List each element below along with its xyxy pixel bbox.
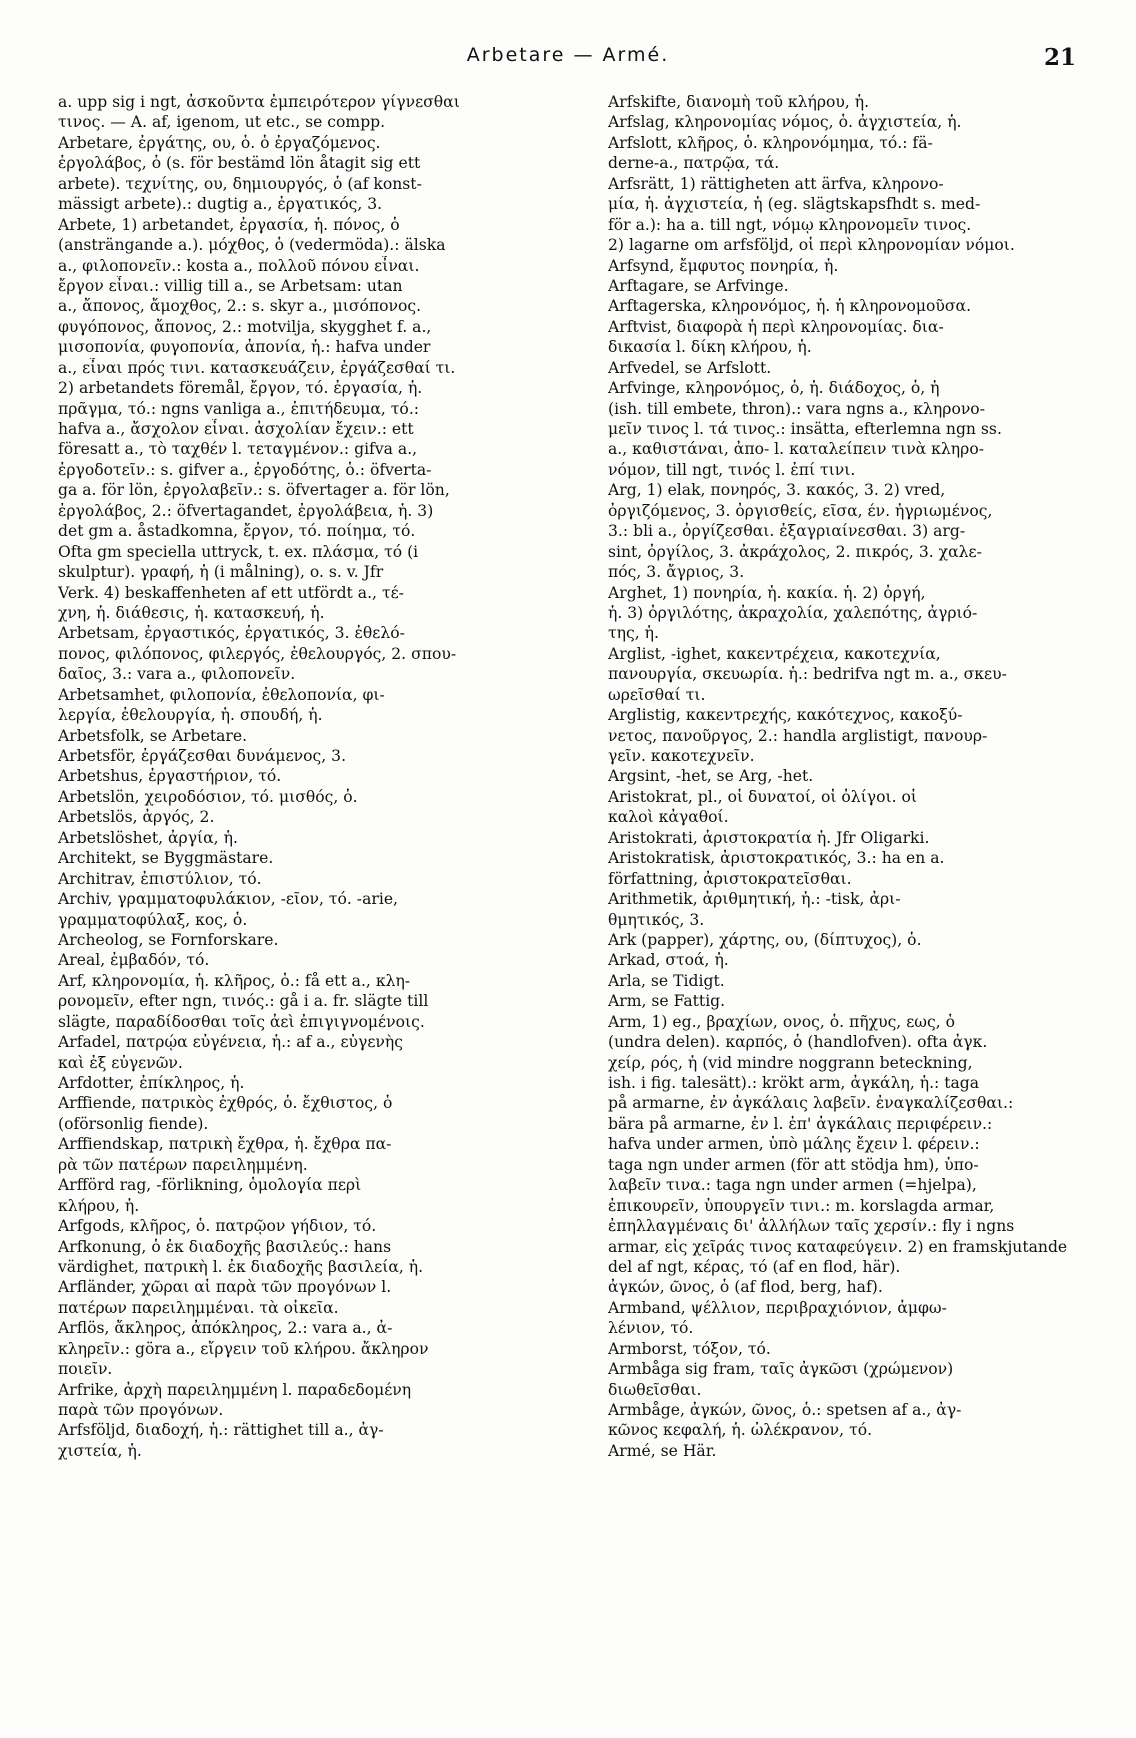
dictionary-line: bära på armarne, ἐν l. ἐπ' ἀγκάλαις περιφέρειν.: [608,1114,993,1133]
dictionary-line: Arbetsam, ἐργαστικός, ἐργατικός, 3. ἐθελό- [58,624,405,643]
dictionary-line: μία, ἡ. ἀγχιστεία, ἡ (eg. slägtskapsfhdt s. med- [608,195,981,214]
dictionary-line: Arm, se Fattig. [608,992,726,1011]
dictionary-line: Arbetslös, ἀργός, 2. [58,808,215,827]
dictionary-line: Arbetare, ἐργάτης, ου, ὁ. ὁ ἐργαζόμενος. [58,133,381,152]
dictionary-line: Arfsföljd, διαδοχή, ἡ.: rättighet till a., ἀγ- [58,1421,384,1440]
dictionary-line: Areal, ἐμβαδόν, τό. [58,951,210,970]
left-column [58,92,563,1461]
dictionary-line: Arftagare, se Arfvinge. [608,276,789,295]
dictionary-line: hafva a., ἄσχολον εἶναι. ἀσχολίαν ἔχειν.: ett [58,420,414,438]
dictionary-line: μισοπονία, φυγοπονία, ἀπονία, ἡ.: hafva under [58,338,431,357]
dictionary-line: Arfdotter, ἐπίκληρος, ἡ. [58,1074,245,1092]
dictionary-line: (ish. till embete, thron).: vara ngns a., κληρονο- [608,399,985,418]
dictionary-line: Arflös, ἄκληρος, ἀπόκληρος, 2.: vara a., ἀ- [58,1319,393,1338]
dictionary-line: δαῖος, 3.: vara a., φιλοπονεῖν. [58,665,296,684]
dictionary-line: a., καθιστάναι, ἀπο- l. καταλείπειν τινὰ κληρο- [608,440,984,459]
dictionary-line: κῶνος κεφαλή, ἡ. ὠλέκρανον, τό. [608,1421,873,1440]
dictionary-line: Arbetsför, ἐργάζεσθαι δυνάμενος, 3. [58,747,347,765]
dictionary-line: χείρ, ρός, ἡ (vid mindre noggrann beteckning, [608,1053,973,1072]
dictionary-line: πανουργία, σκευωρία. ἡ.: bedrifva ngt m. a., σκευ- [608,665,1007,684]
dictionary-line: armar, εἰς χεῖράς τινος καταφεύγειν. 2) en framskjutande [608,1237,1068,1256]
dictionary-line: Arithmetik, ἀριθμητική, ἡ.: -tisk, ἀρι- [608,890,901,909]
dictionary-line: μεῖν τινος l. τά τινος.: insätta, efterlemna ngn ss. [608,420,1002,438]
running-head: Arbetare — Armé. [466,44,670,66]
dictionary-line: τινος. — A. af, igenom, ut etc., se compp. [58,113,386,132]
dictionary-line: ish. i fig. talesätt).: krökt arm, ἀγκάλη, ἡ.: taga [608,1074,980,1092]
dictionary-line: Arkad, στοά, ἡ. [608,951,729,970]
dictionary-line: sint, ὀργίλος, 3. ἀκράχολος, 2. πικρός, 3. χαλε- [608,542,982,561]
dictionary-line: Armband, ψέλλιον, περιβραχιόνιον, ἀμφω- [608,1298,947,1317]
dictionary-line: Arla, se Tidigt. [608,971,725,990]
dictionary-line: πρᾶγμα, τό.: ngns vanliga a., ἐπιτήδευμα, τό.: [58,399,420,418]
dictionary-line: på armarne, ἐν ἀγκάλαις λαβεῖν. ἐναγκαλίζεσθαι.: [608,1094,1014,1113]
dictionary-line: Aristokratisk, ἀριστοκρατικός, 3.: ha en a. [608,849,945,868]
dictionary-line: Arbetsamhet, φιλοπονία, ἐθελοπονία, φι- [58,685,385,704]
dictionary-line: Arffiendskap, πατρικὴ ἔχθρα, ἡ. ἔχθρα πα- [58,1135,392,1154]
dictionary-line: νετος, πανοῦργος, 2.: handla arglistigt, πανουρ- [608,726,988,745]
dictionary-line: χιστεία, ἡ. [58,1441,142,1460]
dictionary-line: ποιεῖν. [58,1360,113,1379]
dictionary-line: πός, 3. ἄγριος, 3. [608,563,745,582]
dictionary-line: πατέρων παρειλημμέναι. τὰ οἰκεῖα. [58,1298,339,1317]
dictionary-line: Arfskifte, διανομὴ τοῦ κλήρου, ἡ. [608,93,870,111]
dictionary-line: γραμματοφύλαξ, κος, ὁ. [58,910,248,929]
dictionary-line: Arfslag, κληρονομίας νόμος, ὁ. ἀγχιστεία, ἡ. [608,113,962,132]
dictionary-line: ἐργολάβος, 2.: öfvertagandet, ἐργολάβεια, ἡ. 3) [58,501,434,520]
dictionary-line: ἐπικουρεῖν, ὑπουργεῖν τινι.: m. korslagda armar, [608,1196,995,1215]
dictionary-line: ἐργολάβος, ὁ (s. för bestämd lön åtagit sig ett [58,154,421,173]
dictionary-line: Arfsynd, ἔμφυτος πονηρία, ἡ. [608,256,839,275]
dictionary-line: Arghet, 1) πονηρία, ἡ. κακία. ἡ. 2) ὀργή, [608,583,926,602]
dictionary-line: κληρεῖν.: göra a., εἴργειν τοῦ κλήρου. ἄκληρον [58,1339,429,1358]
dictionary-line: ἔργον εἶναι.: villig till a., se Arbetsam: utan [58,276,403,295]
dictionary-line: det gm a. åstadkomna, ἔργον, τό. ποίημα, τό. [58,522,416,541]
right-column [608,92,1113,1461]
dictionary-line: a., ἄπονος, ἄμοχθος, 2.: s. skyr a., μισόπονος. [58,297,422,316]
dictionary-line: derne-a., πατρῷα, τά. [608,154,780,173]
dictionary-line: Aristokrat, pl., οἱ δυνατοί, οἱ ὀλίγοι. οἱ [608,787,918,806]
dictionary-line: Arfrike, ἀρχὴ παρειλημμένη l. παραδεδομένη [58,1380,412,1399]
dictionary-line: ρὰ τῶν πατέρων παρειλημμένη. [58,1155,308,1174]
dictionary-line: för a.): ha a. till ngt, νόμῳ κληρονομεῖν τινος. [608,215,972,234]
dictionary-line: arbete). τεχνίτης, ου, δημιουργός, ὁ (af konst- [58,174,422,193]
dictionary-line: Architrav, ἐπιστύλιον, τό. [58,869,262,888]
dictionary-line: a., φιλοπονεῖν.: kosta a., πολλοῦ πόνου εἶναι. [58,256,420,275]
dictionary-line: Arffiende, πατρικὸς ἐχθρός, ὁ. ἔχθιστος, ὁ [58,1094,393,1113]
dictionary-line: Archiv, γραμματοφυλάκιον, -εῖον, τό. -arie, [58,890,399,909]
dictionary-line: Arg, 1) elak, πονηρός, 3. κακός, 3. 2) vred, [608,481,946,500]
dictionary-line: της, ἡ. [608,624,659,643]
dictionary-line: Arfländer, χῶραι αἱ παρὰ τῶν προγόνων l. [58,1278,392,1297]
dictionary-line: Arm, 1) eg., βραχίων, ονος, ὁ. πῆχυς, εως, ὁ [608,1012,956,1031]
dictionary-line: λένιον, τό. [608,1319,694,1338]
dictionary-line: Arftagerska, κληρονόμος, ἡ. ἡ κληρονομοῦσα. [608,297,972,316]
dictionary-line: Arfslott, κλῆρος, ὁ. κληρονόμημα, τό.: fä- [608,133,933,152]
dictionary-line: Arfvedel, se Arfslott. [608,358,772,377]
dictionary-line: värdighet, πατρικὴ l. ἐκ διαδοχῆς βασιλεία, ἡ. [58,1257,424,1276]
dictionary-line: 2) lagarne om arfsföljd, οἱ περὶ κληρονομίαν νόμοι. [608,236,1015,255]
dictionary-line: Arfadel, πατρῴα εὐγένεια, ἡ.: af a., εὐγενὴς [58,1033,403,1052]
dictionary-line: ρονομεῖν, efter ngn, τινός.: gå i a. fr. slägte till [58,992,429,1011]
dictionary-line: Arfgods, κλῆρος, ὁ. πατρῷον γήδιον, τό. [58,1217,377,1236]
dictionary-line: Armbåge, ἀγκών, ῶνος, ὁ.: spetsen af a., ἀγ- [608,1401,962,1419]
dictionary-line: (undra delen). καρπός, ὁ (handlofven). ofta ἀγκ. [608,1033,988,1052]
dictionary-line: διωθεῖσθαι. [608,1380,702,1399]
dictionary-line: καλοὶ κἀγαθοί. [608,808,729,827]
dictionary-line: taga ngn under armen (för att stödja hm), ὑπο- [608,1155,979,1174]
dictionary-line: δικασία l. δίκη κλήρου, ἡ. [608,338,812,357]
dictionary-line: Arfkonung, ὁ ἐκ διαδοχῆς βασιλεύς.: hans [58,1237,392,1256]
dictionary-line: Arftvist, διαφορὰ ἡ περὶ κληρονομίας. δια- [608,317,944,336]
dictionary-line: del af ngt, κέρας, τό (af en flod, här). [608,1257,901,1276]
dictionary-line: 2) arbetandets föremål, ἔργον, τό. ἐργασία, ἡ. [58,379,423,398]
dictionary-line: Arfförd rag, -förlikning, ὁμολογία περὶ [58,1176,362,1195]
dictionary-line: Arbete, 1) arbetandet, ἐργασία, ἡ. πόνος, ὁ [58,215,400,234]
dictionary-line: (oförsonlig fiende). [58,1114,209,1133]
dictionary-line: skulptur). γραφή, ἡ (i målning), o. s. v. Jfr [58,563,384,582]
dictionary-line: författning, ἀριστοκρατεῖσθαι. [608,869,852,888]
dictionary-line: hafva under armen, ὑπὸ μάλης ἔχειν l. φέρειν.: [608,1135,980,1154]
dictionary-line: ἐργοδοτεῖν.: s. gifver a., ἐργοδότης, ὁ.: öfverta- [58,460,432,479]
dictionary-line: Armé, se Här. [608,1441,717,1460]
dictionary-line: νόμον, till ngt, τινός l. ἐπί τινι. [608,460,856,479]
dictionary-line: Archeolog, se Fornforskare. [58,930,279,949]
dictionary-line: λεργία, ἐθελουργία, ἡ. σπουδή, ἡ. [58,706,323,725]
dictionary-line: a. upp sig i ngt, ἀσκοῦντα ἐμπειρότερον γίγνεσθαι [58,93,460,111]
dictionary-line: καὶ ἐξ εὐγενῶν. [58,1053,183,1072]
dictionary-line: Arglist, -ighet, κακεντρέχεια, κακοτεχνία, [608,644,941,663]
page-number: 21 [1043,44,1076,71]
dictionary-line: Argsint, -het, se Arg, -het. [608,767,814,786]
dictionary-line: γεῖν. κακοτεχνεῖν. [608,747,755,765]
dictionary-line: Aristokrati, ἀριστοκρατία ἡ. Jfr Oligarki. [608,828,930,847]
dictionary-line: πονος, φιλόπονος, φιλεργός, ἐθελουργός, 2. σπου- [58,644,457,663]
dictionary-line: 3.: bli a., ὀργίζεσθαι. ἐξαγριαίνεσθαι. 3) arg- [608,522,966,541]
dictionary-line: a., εἶναι πρός τινι. κατασκευάζειν, ἐργάζεσθαί τι. [58,358,456,377]
dictionary-line: Arbetslön, χειροδόσιον, τό. μισθός, ὁ. [58,787,358,806]
dictionary-line: ἡ. 3) ὀργιλότης, ἀκραχολία, χαλεπότης, ἀγριό- [608,603,978,622]
dictionary-line: ἀγκών, ῶνος, ὁ (af flod, berg, haf). [608,1278,883,1297]
dictionary-line: Architekt, se Byggmästare. [58,849,274,868]
dictionary-line: slägte, παραδίδοσθαι τοῖς ἀεὶ ἐπιγιγνομένοις. [58,1012,425,1031]
dictionary-line: ὀργιζόμενος, 3. ὀργισθείς, εῖσα, έν. ἠγριωμένος, [608,501,993,520]
dictionary-line: Armbåga sig fram, ταῖς ἀγκῶσι (χρώμενον) [608,1360,954,1379]
dictionary-line: föresatt a., τὸ ταχθέν l. τεταγμένον.: gifva a., [58,440,418,459]
dictionary-line: ἐπηλλαγμέναις δι' ἀλλήλων ταῖς χερσίν.: fly i ngns [608,1217,1015,1236]
page-header [60,44,1076,74]
dictionary-line: παρὰ τῶν προγόνων. [58,1401,224,1419]
dictionary-line: ga a. för lön, ἐργολαβεῖν.: s. öfvertager a. för lön, [58,481,450,500]
dictionary-line: ωρεῖσθαί τι. [608,685,706,704]
dictionary-line: Arf, κληρονομία, ἡ. κλῆρος, ὁ.: få ett a., κλη- [58,971,411,990]
dictionary-line: Arfvinge, κληρονόμος, ὁ, ἡ. διάδοχος, ὁ, ἡ [608,379,940,398]
dictionary-line: (ansträngande a.). μόχθος, ὁ (vedermöda).: älska [58,236,446,255]
dictionary-line: φυγόπονος, ἄπονος, 2.: motvilja, skygghet f. a., [58,317,432,336]
dictionary-line: κλήρου, ἡ. [58,1196,140,1215]
dictionary-line: Arbetslöshet, ἀργία, ἡ. [58,828,238,847]
dictionary-line: Armborst, τόξον, τό. [608,1339,771,1358]
dictionary-line: Arfsrätt, 1) rättigheten att ärfva, κληρονο- [608,174,944,193]
dictionary-line: θμητικός, 3. [608,910,705,929]
dictionary-line: Ark (papper), χάρτης, ου, (δίπτυχος), ὁ. [608,930,922,949]
dictionary-line: χνη, ἡ. διάθεσις, ἡ. κατασκευή, ἡ. [58,603,325,622]
dictionary-line: Verk. 4) beskaffenheten af ett utfördt a., τέ- [58,583,404,602]
dictionary-line: mässigt arbete).: dugtig a., ἐργατικός, 3. [58,195,383,214]
dictionary-line: Arglistig, κακεντρεχής, κακότεχνος, κακοξύ- [608,706,963,725]
dictionary-line: Arbetshus, ἐργαστήριον, τό. [58,767,282,786]
dictionary-line: Arbetsfolk, se Arbetare. [58,726,248,745]
dictionary-line: Ofta gm speciella uttryck, t. ex. πλάσμα, τό (i [58,542,419,561]
dictionary-line: λαβεῖν τινα.: taga ngn under armen (=hjelpa), [608,1176,977,1195]
